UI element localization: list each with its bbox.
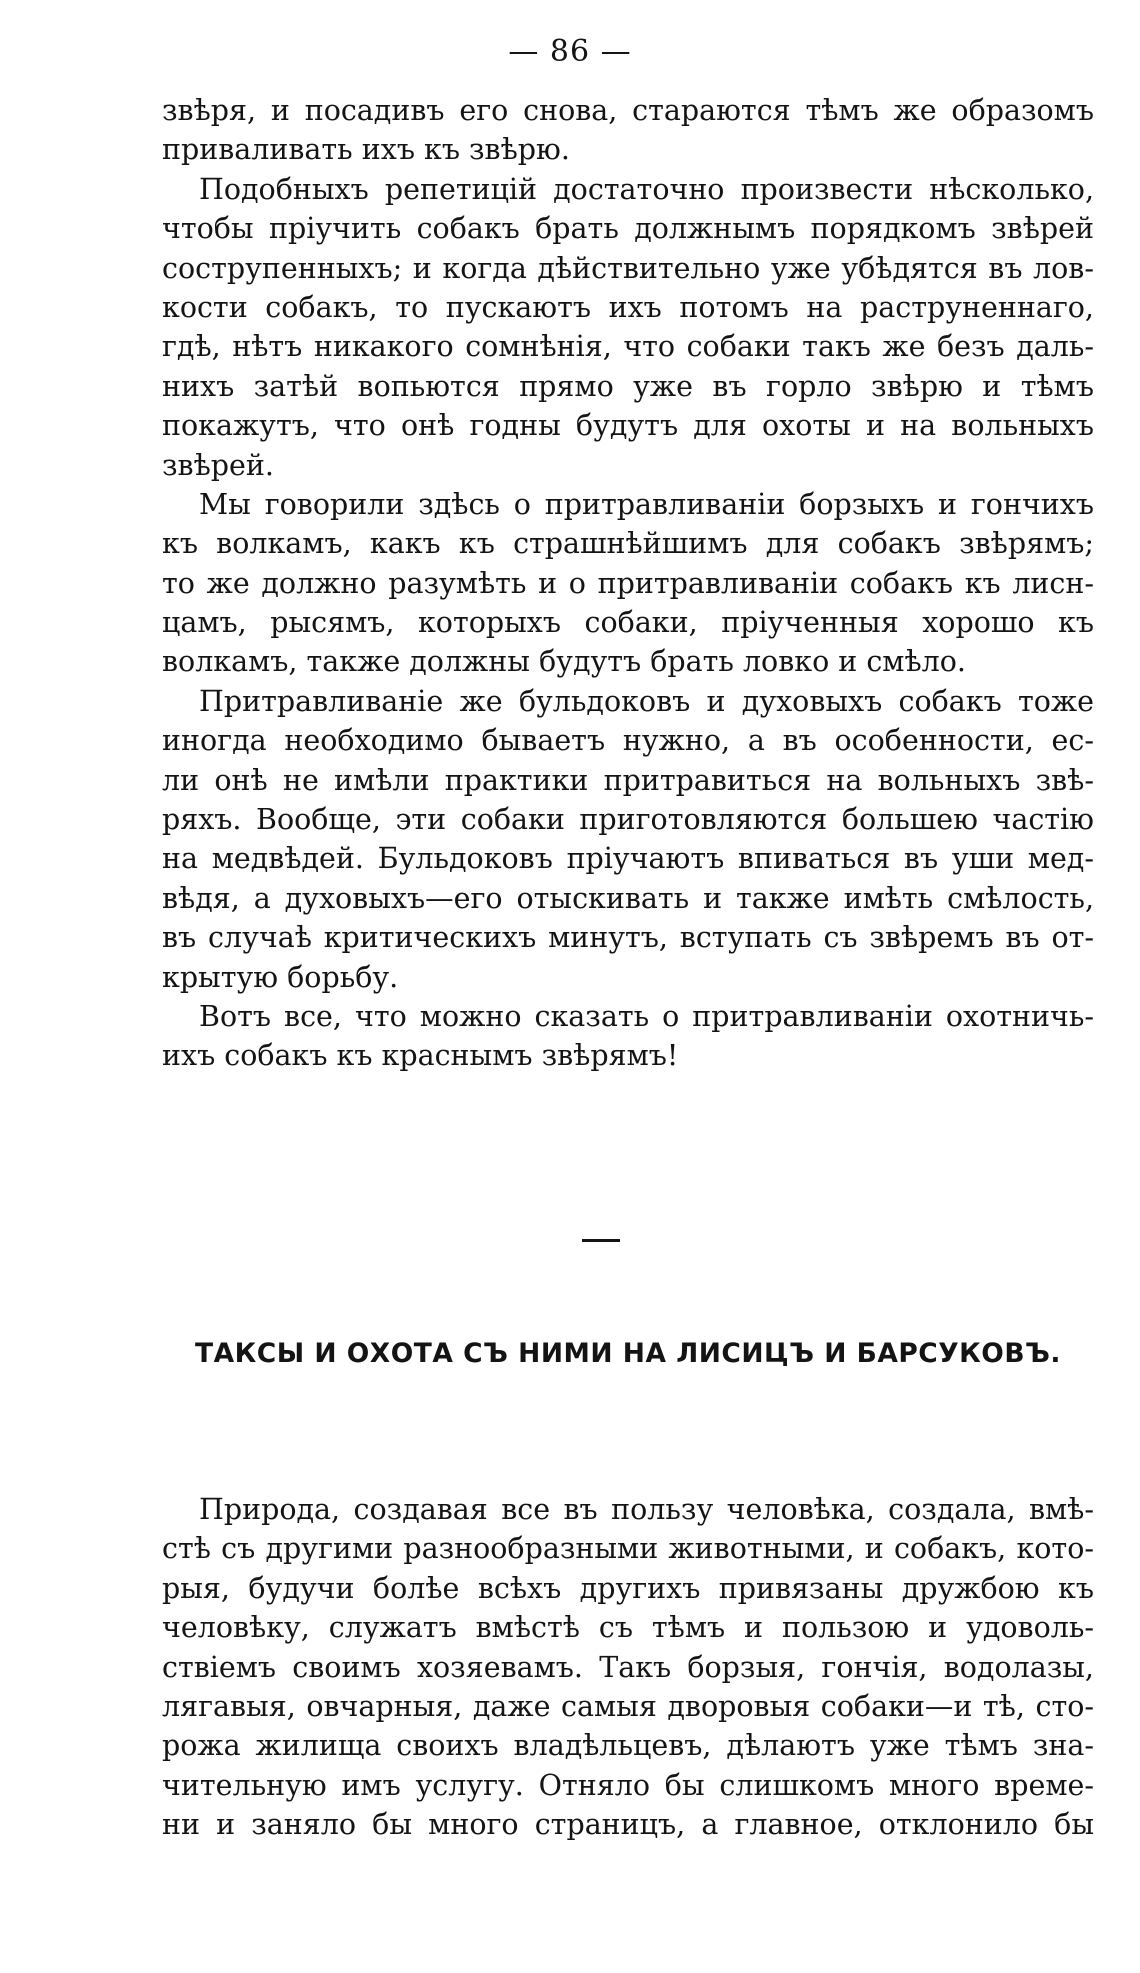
text-line: къ волкамъ, какъ къ страшнѣйшимъ для собакъ звѣрямъ;: [162, 527, 1094, 561]
text-line: ли онѣ не имѣли практики притравиться на вольныхъ звѣ-: [162, 763, 1094, 797]
text-line: Подобныхъ репетицій достаточно произвести нѣсколько,: [199, 172, 1094, 206]
text-line: человѣку, служатъ вмѣстѣ съ тѣмъ и пользою и удоволь-: [162, 1611, 1094, 1645]
text-line: на медвѣдей. Бульдоковъ пріучаютъ впиваться въ уши мед-: [162, 842, 1094, 876]
section-divider: [582, 1239, 620, 1242]
text-line: нихъ затѣй вопьются прямо уже въ горло звѣрю и тѣмъ: [162, 369, 1094, 403]
text-line: рыя, будучи болѣе всѣхъ другихъ привязаны дружбою къ: [162, 1571, 1094, 1605]
text-line: рожа жилища своихъ владѣльцевъ, дѣлаютъ уже тѣмъ зна-: [162, 1729, 1094, 1763]
text-line: покажутъ, что онѣ годны будутъ для охоты и на вольныхъ: [162, 409, 1094, 443]
text-line: лягавыя, овчарныя, даже самыя дворовыя собаки—и тѣ, сто-: [162, 1689, 1094, 1723]
text-line: ни и заняло бы много страницъ, а главное, отклонило бы: [162, 1808, 1094, 1842]
text-line: волкамъ, также должны будутъ брать ловко и смѣло.: [162, 645, 966, 679]
text-line: ряхъ. Вообще, эти собаки приготовляются большею частію: [162, 803, 1094, 837]
text-line: стѣ съ другими разнообразными животными, и собакъ, кото-: [162, 1532, 1094, 1566]
text-line: кости собакъ, то пускаютъ ихъ потомъ на раструненнаго,: [162, 290, 1094, 324]
text-line: ствіемъ своимъ хозяевамъ. Такъ борзыя, гончія, водолазы,: [162, 1650, 1094, 1684]
text-line: ихъ собакъ къ краснымъ звѣрямъ!: [162, 1039, 679, 1073]
text-line: въ случаѣ критическихъ минутъ, вступать съ звѣремъ въ от-: [162, 921, 1094, 955]
text-line: то же должно разумѣть и о притравливаніи собакъ къ лисн-: [162, 566, 1094, 600]
text-line: приваливать ихъ къ звѣрю.: [162, 133, 570, 167]
text-line: Мы говорили здѣсь о притравливаніи борзыхъ и гончихъ: [199, 487, 1094, 521]
text-line: звѣря, и посадивъ его снова, стараются тѣмъ же образомъ: [162, 94, 1094, 127]
text-line: чтобы пріучить собакъ брать должнымъ порядкомъ звѣрей: [162, 212, 1094, 246]
text-line: Природа, создавая все въ пользу человѣка, создала, вмѣ-: [199, 1493, 1094, 1526]
text-line: звѣрей.: [162, 448, 274, 482]
text-line: Вотъ все, что можно сказать о притравливаніи охотничь-: [199, 999, 1094, 1033]
text-line: цамъ, рысямъ, которыхъ собаки, пріученныя хорошо къ: [162, 606, 1094, 640]
text-line: Притравливаніе же бульдоковъ и духовыхъ собакъ тоже: [199, 684, 1094, 718]
text-line: иногда необходимо бываетъ нужно, а въ особенности, ес-: [162, 724, 1094, 758]
text-block-first: [162, 91, 1094, 1076]
text-line: сострупенныхъ; и когда дѣйствительно уже убѣдятся въ лов-: [162, 251, 1094, 285]
page-number: — 86 —: [508, 34, 632, 69]
section-title: ТАКСЫ И ОХОТА СЪ НИМИ НА ЛИСИЦЪ И БАРСУКОВЪ.: [195, 1338, 1061, 1369]
text-block-second: [162, 1490, 1094, 1845]
text-line: крытую борьбу.: [162, 960, 399, 994]
text-line: гдѣ, нѣтъ никакого сомнѣнія, что собаки такъ же безъ даль-: [162, 330, 1094, 364]
text-line: чительную имъ услугу. Отняло бы слишкомъ много време-: [162, 1768, 1094, 1802]
text-line: вѣдя, а духовыхъ—его отыскивать и также имѣть смѣлость,: [162, 881, 1094, 915]
